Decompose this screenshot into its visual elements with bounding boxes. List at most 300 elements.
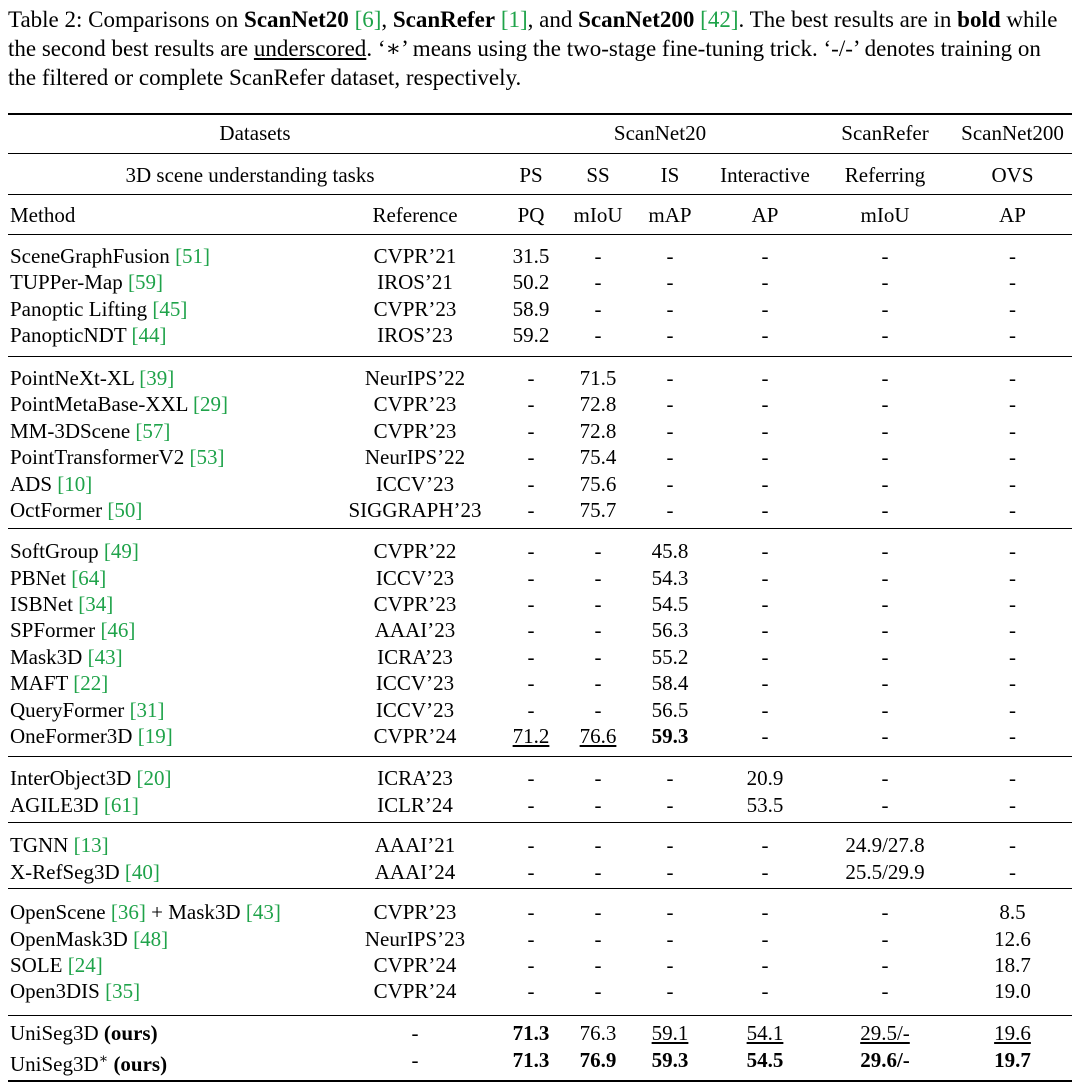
metric-value [950, 497, 1075, 523]
metric-value [950, 322, 1075, 348]
citation-link[interactable]: [40] [124, 859, 160, 884]
metric-value-text: - [527, 697, 535, 722]
metric-value [826, 1020, 944, 1046]
table-row [0, 538, 1080, 564]
metric-value [634, 444, 706, 470]
metric-value-text: - [761, 270, 769, 295]
metric-value [634, 723, 706, 749]
metric-value [500, 832, 562, 858]
metric-value [500, 444, 562, 470]
metric-value [634, 538, 706, 564]
metric-value-text: - [527, 900, 535, 924]
reference-venue: IROS’23 [377, 323, 453, 348]
metric-value-text: - [881, 270, 889, 295]
metric-value [566, 591, 630, 617]
metric-value-text: - [881, 323, 889, 348]
metric-value-text: - [666, 445, 674, 470]
table-row [0, 418, 1080, 444]
table-row [0, 269, 1080, 295]
metric-value-text: 59.2 [512, 323, 550, 348]
metric-value-text: - [1009, 724, 1016, 749]
metric-value [710, 296, 820, 322]
metric-value [710, 832, 820, 858]
metric-value [566, 926, 630, 952]
metric-value-text: - [761, 833, 769, 857]
method-label: Panoptic Lifting [10, 296, 153, 321]
reference-venue: CVPR’22 [373, 539, 457, 563]
metric-value [634, 1020, 706, 1046]
metric-value-text: 56.3 [651, 618, 689, 643]
method-label: ADS [10, 471, 58, 496]
metric-value [634, 670, 706, 696]
metric-value-text: - [594, 952, 602, 977]
reference-venue: CVPR’23 [373, 418, 457, 443]
metric-value [710, 723, 820, 749]
metric-value [710, 391, 820, 417]
citation-link[interactable]: [61] [103, 792, 139, 817]
metric-value-text: - [527, 591, 535, 616]
metric-value-text: - [761, 859, 769, 884]
metric-value-text: - [881, 766, 889, 790]
metric-value [500, 926, 562, 952]
method-name [10, 538, 139, 564]
metric-value [710, 1020, 820, 1046]
metric-value [826, 644, 944, 670]
metric-value [566, 697, 630, 723]
metric-value [950, 418, 1075, 444]
method-label: ISBNet [10, 591, 79, 616]
metric-value-text: - [666, 952, 674, 977]
method-name [10, 1047, 168, 1076]
metric-value-text: 71.3 [512, 1021, 550, 1045]
metric-value-text: 19.7 [994, 1047, 1031, 1072]
metric-value-text: 54.5 [746, 1047, 784, 1072]
metric-value-text: - [881, 565, 889, 590]
metric-value-text: - [1009, 392, 1016, 417]
header-metric-map: mAP [648, 203, 692, 227]
citation-link[interactable]: [20] [136, 766, 172, 790]
metric-value [634, 952, 706, 978]
method-label: SoftGroup [10, 539, 104, 563]
metric-value-text: - [761, 618, 769, 643]
metric-value-text: - [666, 392, 674, 417]
metric-value-text: - [594, 766, 602, 790]
metric-value-text: - [1009, 296, 1016, 321]
reference-venue: CVPR’23 [373, 591, 457, 616]
metric-value-text: 45.8 [651, 539, 689, 563]
metric-value [634, 697, 706, 723]
metric-value [710, 859, 820, 885]
method-name [10, 859, 160, 885]
metric-value [500, 365, 562, 391]
metric-value [826, 471, 944, 497]
metric-value-text: - [1009, 859, 1016, 884]
metric-value-text: - [527, 445, 535, 470]
citation-link[interactable]: [22] [73, 671, 109, 696]
metric-value-text: 29.5/- [860, 1021, 910, 1045]
metric-value [710, 243, 820, 269]
metric-value [634, 832, 706, 858]
metric-value [826, 296, 944, 322]
metric-value-text: - [666, 418, 674, 443]
metric-value-text: - [594, 323, 602, 348]
metric-value-text: - [761, 471, 769, 496]
metric-value-text: - [527, 766, 535, 790]
citation-link[interactable]: [1] [500, 7, 528, 32]
metric-value [634, 591, 706, 617]
metric-value [634, 978, 706, 1004]
citation-link[interactable]: [19] [137, 724, 173, 749]
header-metric-miou: mIoU [573, 203, 623, 227]
metric-value [950, 365, 1075, 391]
method-name [10, 269, 163, 295]
metric-value [826, 697, 944, 723]
metric-value-text: - [761, 565, 769, 590]
metric-value-text: - [594, 833, 602, 857]
method-label: Open3DIS [10, 979, 106, 1004]
metric-value [710, 765, 820, 791]
metric-value-text: - [666, 471, 674, 496]
metric-value [950, 243, 1075, 269]
metric-value-text: - [594, 270, 602, 295]
citation-link[interactable]: [59] [127, 270, 163, 295]
metric-value [634, 243, 706, 269]
metric-value [500, 670, 562, 696]
metric-value [950, 471, 1075, 497]
metric-value [826, 899, 944, 925]
citation-link[interactable]: [50] [107, 498, 143, 523]
method-name [10, 365, 174, 391]
table-caption: Table 2: Comparisons on ScanNet20 [6], ScanRefer [1], and ScanNet200 [42]. The best results are in bold while the second best results are underscored. ‘∗’ means using the two-stage fine-tuning trick. ‘-/-’ denotes training on the filtered or complete ScanRefer dataset, respectively. [8, 7, 1058, 90]
method-name [10, 444, 224, 470]
metric-value-text: - [666, 270, 674, 295]
citation-link[interactable]: [36] [110, 900, 146, 924]
metric-value-text: 71.3 [512, 1047, 550, 1072]
metric-value-text: - [881, 418, 889, 443]
header-reference: Reference [372, 203, 458, 227]
metric-value [950, 591, 1075, 617]
metric-value [710, 269, 820, 295]
table-row [0, 391, 1080, 417]
metric-value [634, 322, 706, 348]
method-superscript: ∗ [98, 1051, 109, 1067]
metric-value [634, 269, 706, 295]
metric-value-text: - [527, 792, 535, 817]
citation-link[interactable]: [46] [100, 618, 136, 643]
metric-value [566, 565, 630, 591]
method-label: InterObject3D [10, 766, 137, 790]
citation-link[interactable]: [24] [67, 952, 103, 977]
citation-link[interactable]: [35] [105, 979, 141, 1004]
method-name [10, 565, 106, 591]
metric-value [826, 859, 944, 885]
metric-value [566, 418, 630, 444]
metric-value [826, 832, 944, 858]
metric-value [566, 723, 630, 749]
method-name [10, 322, 167, 348]
metric-value [710, 617, 820, 643]
metric-value-text: - [527, 859, 535, 884]
metric-value-text: - [666, 323, 674, 348]
metric-value-text: 71.2 [512, 724, 550, 749]
metric-value-text: - [594, 565, 602, 590]
reference-venue: - [411, 1047, 419, 1072]
citation-link[interactable]: [43] [245, 900, 281, 924]
citation-link[interactable]: [34] [78, 591, 114, 616]
metric-value [826, 269, 944, 295]
reference-venue: CVPR’23 [373, 900, 457, 924]
metric-value [710, 644, 820, 670]
metric-value [826, 391, 944, 417]
citation-link[interactable]: [43] [87, 644, 123, 669]
reference-venue: ICCV’23 [375, 471, 455, 496]
method-name [10, 418, 170, 444]
metric-value [826, 591, 944, 617]
metric-value-text: - [761, 296, 769, 321]
method-name [10, 644, 123, 670]
metric-value [710, 926, 820, 952]
metric-value [634, 644, 706, 670]
method-label: UniSeg3D [10, 1051, 99, 1076]
metric-value-text: 31.5 [512, 244, 550, 268]
metric-value-text: - [761, 979, 769, 1004]
metric-value [710, 1047, 820, 1073]
metric-value [566, 296, 630, 322]
header-rule [8, 153, 1072, 154]
metric-value-text: - [1009, 766, 1016, 790]
metric-value [826, 723, 944, 749]
table-row [0, 617, 1080, 643]
metric-value-text: - [666, 926, 674, 951]
ours-label: (ours) [103, 1021, 158, 1045]
metric-value [634, 418, 706, 444]
metric-value [634, 792, 706, 818]
metric-value [566, 322, 630, 348]
metric-value [826, 765, 944, 791]
metric-value-text: - [527, 671, 535, 696]
reference-venue: CVPR’24 [373, 979, 457, 1004]
metric-value [566, 391, 630, 417]
metric-value [566, 444, 630, 470]
metric-value [710, 538, 820, 564]
reference-venue: CVPR’23 [373, 296, 457, 321]
citation-link[interactable]: [10] [57, 471, 93, 496]
metric-value [826, 538, 944, 564]
method-label: MM-3DScene [10, 418, 136, 443]
metric-value-text: - [594, 900, 602, 924]
header-metric-miou: mIoU [860, 203, 910, 227]
metric-value [950, 538, 1075, 564]
metric-value [950, 565, 1075, 591]
citation-link[interactable]: [53] [189, 445, 225, 470]
metric-value [634, 296, 706, 322]
method-label: SPFormer [10, 618, 101, 643]
metric-value [500, 322, 562, 348]
citation-link[interactable]: [45] [152, 296, 188, 321]
metric-value [500, 269, 562, 295]
metric-value [950, 1020, 1075, 1046]
metric-value-text: 50.2 [512, 270, 550, 295]
metric-value [566, 952, 630, 978]
metric-value-text: 75.6 [579, 471, 617, 496]
metric-value [826, 792, 944, 818]
metric-value [566, 538, 630, 564]
table-row [0, 296, 1080, 322]
metric-value [826, 322, 944, 348]
metric-value-text: - [881, 471, 889, 496]
reference-venue: - [411, 1021, 419, 1045]
metric-value [634, 617, 706, 643]
metric-value [826, 418, 944, 444]
table-row [0, 670, 1080, 696]
method-name [10, 497, 142, 523]
metric-value-text: - [761, 498, 769, 523]
metric-value-text: - [527, 979, 535, 1004]
metric-value-text: - [761, 926, 769, 951]
table-row [0, 978, 1080, 1004]
metric-value-text: - [1009, 498, 1016, 523]
method-label: UniSeg3D [10, 1021, 104, 1045]
reference-venue: ICLR’24 [377, 792, 453, 817]
metric-value-text: - [761, 418, 769, 443]
metric-value [566, 365, 630, 391]
citation-link[interactable]: [44] [131, 323, 167, 348]
metric-value [500, 418, 562, 444]
citation-link[interactable]: [51] [175, 244, 211, 268]
metric-value [950, 644, 1075, 670]
metric-value [950, 444, 1075, 470]
metric-value [950, 926, 1075, 952]
metric-value [950, 899, 1075, 925]
metric-value-text: - [527, 644, 535, 669]
metric-value-text: - [881, 445, 889, 470]
metric-value [950, 1047, 1075, 1073]
metric-value-text: - [761, 539, 769, 563]
metric-value [826, 565, 944, 591]
group-rule [8, 756, 1072, 757]
table-row [0, 565, 1080, 591]
metric-value-text: 25.5/29.9 [845, 859, 925, 884]
metric-value-text: 24.9/27.8 [845, 833, 925, 857]
reference-venue: ICCV’23 [375, 671, 455, 696]
metric-value-text: 20.9 [746, 766, 784, 790]
method-name [10, 296, 187, 322]
table-row [0, 952, 1080, 978]
citation-link[interactable]: [6] [354, 7, 382, 32]
metric-value-text: - [527, 833, 535, 857]
metric-value-text: - [881, 979, 889, 1004]
metric-value-text: - [666, 900, 674, 924]
header-task-referring: Referring [844, 163, 926, 187]
table-row [0, 899, 1080, 925]
metric-value-text: 54.1 [746, 1021, 784, 1045]
metric-value [710, 670, 820, 696]
method-label: PBNet [10, 565, 72, 590]
metric-value-text: 76.3 [579, 1021, 617, 1045]
metric-value-text: 8.5 [999, 900, 1026, 924]
metric-value-text: 59.3 [651, 1047, 689, 1072]
citation-link[interactable]: [42] [700, 7, 739, 32]
table-row [0, 859, 1080, 885]
metric-value [566, 1047, 630, 1073]
metric-value-text: - [666, 498, 674, 523]
method-label: OctFormer [10, 498, 108, 523]
citation-link[interactable]: [49] [103, 539, 139, 563]
reference-venue: AAAI’23 [374, 618, 456, 643]
metric-value [826, 670, 944, 696]
metric-value-text: - [761, 244, 769, 268]
header-metric-ap: AP [999, 203, 1026, 227]
citation-link[interactable]: [57] [135, 418, 171, 443]
header-scannet20: ScanNet20 [613, 121, 707, 145]
metric-value-text: - [527, 498, 535, 523]
method-name [10, 591, 113, 617]
group-rule [8, 822, 1072, 823]
header-task-ovs: OVS [991, 163, 1034, 187]
metric-value [826, 243, 944, 269]
metric-value-text: - [1009, 445, 1016, 470]
metric-value-text: - [881, 618, 889, 643]
header-metric-pq: PQ [517, 203, 545, 227]
citation-link[interactable]: [64] [71, 565, 107, 590]
top-rule [8, 113, 1072, 115]
citation-link[interactable]: [39] [139, 366, 175, 390]
table-row [0, 243, 1080, 269]
group-rule [8, 528, 1072, 529]
metric-value [500, 697, 562, 723]
citation-link[interactable]: [31] [129, 697, 165, 722]
method-name [10, 978, 140, 1004]
reference-venue: CVPR’23 [373, 392, 457, 417]
method-label: TUPPer-Map [10, 270, 128, 295]
metric-value [950, 617, 1075, 643]
metric-value-text: 56.5 [651, 697, 689, 722]
metric-value-text: - [1009, 565, 1016, 590]
method-label: SceneGraphFusion [10, 244, 176, 268]
metric-value-text: - [594, 296, 602, 321]
metric-value-text: 53.5 [746, 792, 784, 817]
metric-value-text: - [527, 418, 535, 443]
citation-link[interactable]: [13] [73, 833, 109, 857]
group-rule [8, 356, 1072, 357]
table-row [0, 471, 1080, 497]
metric-value-text: - [594, 618, 602, 643]
table-row [0, 591, 1080, 617]
method-label: Mask3D [10, 644, 88, 669]
method-label: MAFT [10, 671, 74, 696]
metric-value-text: - [1009, 697, 1016, 722]
method-label: PointNeXt-XL [10, 366, 140, 390]
metric-value-text: - [594, 792, 602, 817]
method-label: X-RefSeg3D [10, 859, 125, 884]
metric-value-text: - [594, 926, 602, 951]
reference-venue: CVPR’24 [373, 952, 457, 977]
metric-value [710, 418, 820, 444]
bottom-rule [8, 1080, 1072, 1082]
table-row [0, 926, 1080, 952]
metric-value-text: - [761, 392, 769, 417]
metric-value [566, 899, 630, 925]
method-name [10, 926, 168, 952]
citation-link[interactable]: [48] [133, 926, 169, 951]
metric-value [950, 765, 1075, 791]
metric-value [500, 644, 562, 670]
metric-value-text: 55.2 [651, 644, 689, 669]
metric-value-text: - [594, 244, 602, 268]
metric-value-text: 19.0 [994, 979, 1031, 1004]
group-rule [8, 1015, 1072, 1016]
citation-link[interactable]: [29] [192, 392, 228, 417]
